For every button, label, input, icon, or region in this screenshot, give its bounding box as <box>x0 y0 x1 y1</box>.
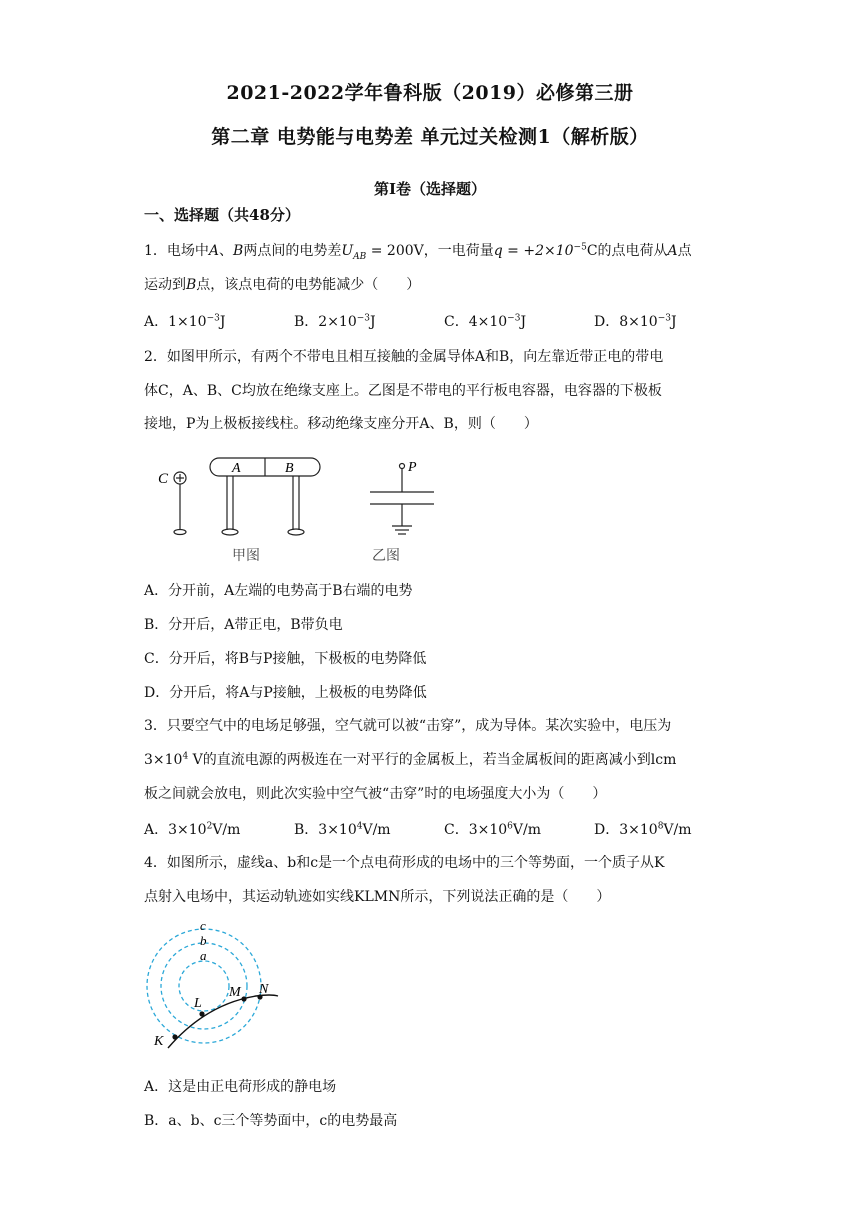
label-a: a <box>200 948 207 963</box>
q3-voltage: 3×10 <box>144 752 183 768</box>
q1-line2 <box>144 274 420 294</box>
q1-text: 、 <box>219 243 234 259</box>
q1-var: B <box>186 277 197 293</box>
q1-charge: q = +2×10 <box>493 243 574 259</box>
q1-option-c[interactable]: C．$4\times 10^{-3}J$ <box>444 313 527 330</box>
q3-text: V的直流电源的两极连在一对平行的金属板上，若当金属板间的距离减小到lcm <box>188 752 677 768</box>
q2-option-d[interactable]: D．分开后，将A与P接触，上极板的电势降低 <box>144 685 427 701</box>
q2-line1: 2．如图甲所示，有两个不带电且相互接触的金属导体A和B，向左靠近带正电的带电 <box>144 349 664 365</box>
q1-text: ，一电荷量 <box>423 243 494 259</box>
q1-line1 <box>144 240 692 262</box>
q3-option-a[interactable]: A．$3\times 10^2V/m$ <box>144 821 241 838</box>
q1-charge-exp: −5 <box>573 242 587 253</box>
point-l <box>199 1011 204 1016</box>
q3-line1: 3．只要空气中的电场足够强，空气就可以被“击穿”，成为导体。某次实验中，电压为 <box>144 718 672 734</box>
label-m: M <box>229 985 241 1000</box>
q4-figure <box>146 914 286 1058</box>
label-k: K <box>154 1034 164 1049</box>
q1-uab-sub: AB <box>353 251 367 262</box>
q3-option-d[interactable]: D．$3\times 10^8V/m$ <box>594 821 692 838</box>
label-a: A <box>232 461 241 476</box>
q1-uab-value: = 200V <box>366 243 424 259</box>
q4-option-b[interactable]: B．a、b、c三个等势面中，c的电势最高 <box>144 1113 398 1129</box>
q2-option-a[interactable]: A．分开前，A左端的电势高于B右端的电势 <box>144 583 413 599</box>
label-p: P <box>408 460 417 475</box>
q2-option-b[interactable]: B．分开后，A带正电，B带负电 <box>144 617 343 633</box>
q1-var: B <box>233 243 244 259</box>
q1-var: A <box>667 243 678 259</box>
q3-line2 <box>144 749 676 769</box>
q3-voltage-exp: 4 <box>182 751 189 762</box>
q4-line2: 点射入电场中，其运动轨迹如实线KLMN所示，下列说法正确的是（ ） <box>144 889 611 905</box>
volume-heading: 第Ⅰ卷（选择题） <box>373 180 487 198</box>
q3-option-b[interactable]: B．$3\times 10^4V/m$ <box>294 821 391 838</box>
q4-option-a[interactable]: A．这是由正电荷形成的静电场 <box>144 1079 337 1095</box>
label-c: c <box>200 918 206 933</box>
q1-charge-unit: C <box>586 243 598 259</box>
q1-text: 点，该点电荷的电势能减少（ ） <box>196 277 421 293</box>
q3-option-c[interactable]: C．$3\times 10^6V/m$ <box>444 821 542 838</box>
q1-text: 点 <box>677 243 692 259</box>
q1-option-d[interactable]: D．$8\times 10^{-3}J$ <box>594 313 677 330</box>
q1-text: 运动到 <box>144 277 186 293</box>
q1-option-b[interactable]: B．$2\times 10^{-3}J$ <box>294 313 376 330</box>
equipotential-a <box>179 961 229 1011</box>
q1-text: 的点电荷从 <box>597 243 668 259</box>
q1-text: 1．电场中 <box>144 243 209 259</box>
section-heading: 一、选择题（共48分） <box>144 206 300 224</box>
q2-option-c[interactable]: C．分开后，将B与P接触，下极板的电势降低 <box>144 651 427 667</box>
q1-var: A <box>208 243 220 259</box>
q1-text: 两点间的电势差 <box>243 243 342 259</box>
label-l: L <box>194 996 202 1011</box>
label-b: B <box>285 461 294 476</box>
point-m <box>241 996 246 1001</box>
doc-title-line1: 2021-2022学年鲁科版（2019）必修第三册 <box>226 82 634 104</box>
doc-title-line2: 第二章 电势能与电势差 单元过关检测1（解析版） <box>211 126 649 148</box>
caption-jia: 甲图 <box>232 549 260 564</box>
caption-yi: 乙图 <box>372 549 400 564</box>
q4-line1: 4．如图所示，虚线a、b和c是一个点电荷形成的电场中的三个等势面，一个质子从K <box>144 855 665 871</box>
q2-line3: 接地，P为上极板接线柱。移动绝缘支座分开A、B，则（ ） <box>144 416 538 432</box>
point-k <box>172 1034 177 1039</box>
q1-uab: U <box>341 243 354 259</box>
q3-line3: 板之间就会放电，则此次实验中空气被“击穿”时的电场强度大小为（ ） <box>144 786 607 802</box>
label-n: N <box>259 982 269 997</box>
q1-option-a[interactable]: A．$1\times 10^{-3}J$ <box>144 313 226 330</box>
q2-figure <box>148 448 448 572</box>
label-c: C <box>158 471 169 487</box>
q2-line2: 体C，A、B、C均放在绝缘支座上。乙图是不带电的平行板电容器，电容器的下极板 <box>144 383 662 399</box>
label-b: b <box>200 933 207 948</box>
